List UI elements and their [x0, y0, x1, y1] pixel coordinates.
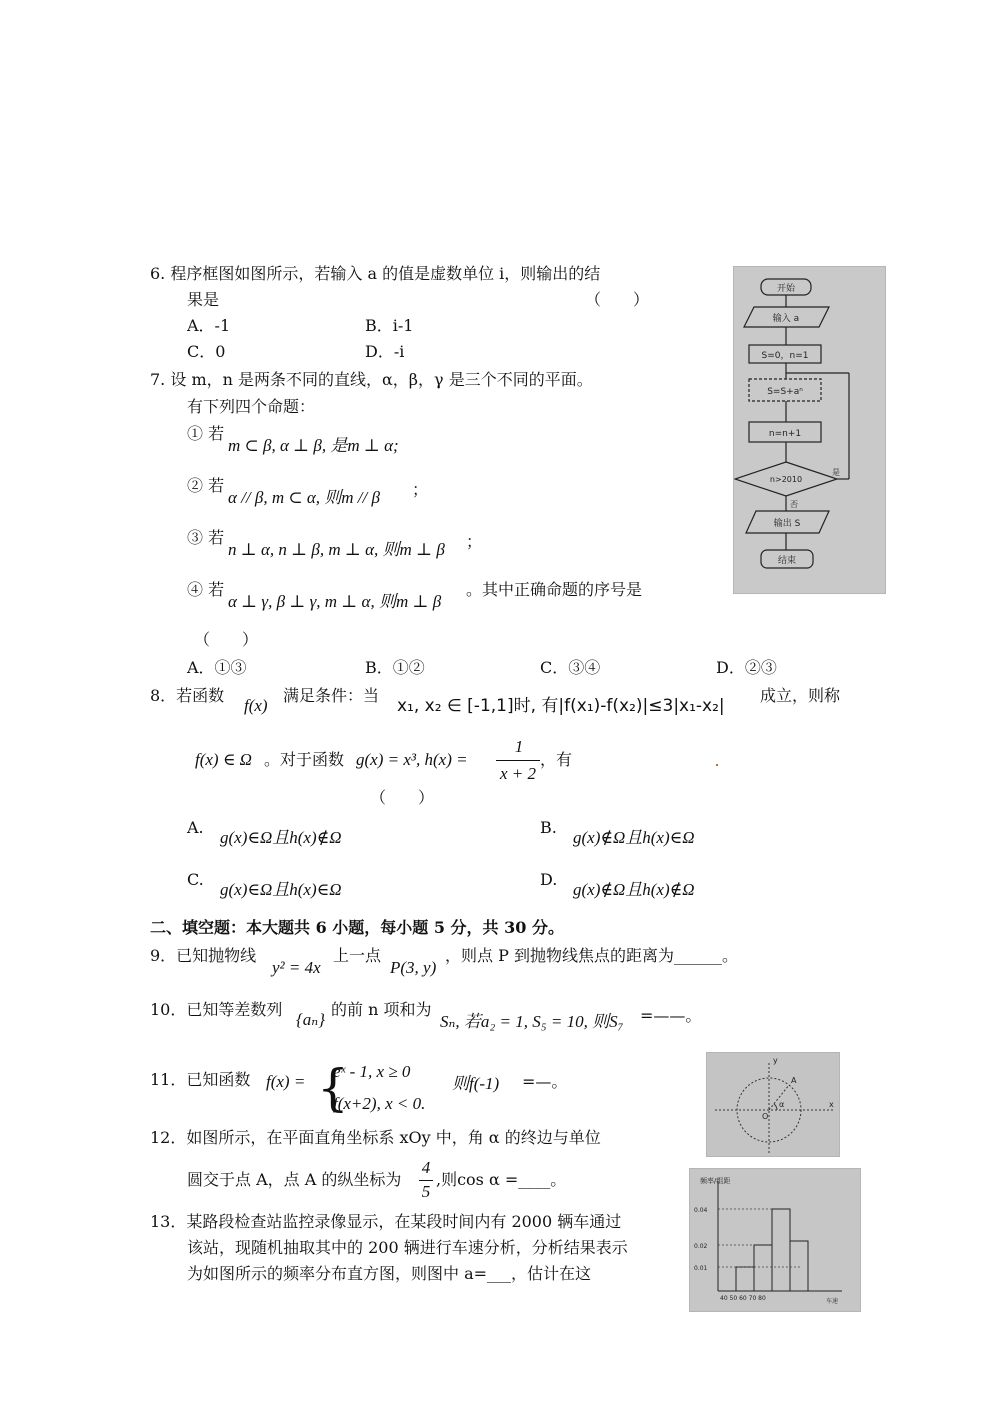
histogram-svg: [690, 1169, 860, 1311]
q8-option-a: g(x)∈Ω且h(x)∉Ω: [220, 828, 342, 847]
q9-parabola: y² = 4x: [272, 958, 321, 977]
histogram-tick-1: 0.04: [694, 1207, 708, 1214]
unit-circle-point-a: A: [791, 1076, 797, 1085]
histogram-bar-2: [754, 1245, 772, 1291]
q7-stem-line2: 有下列四个命题：: [187, 397, 316, 416]
q8-answer-paren: （ ）: [370, 788, 435, 807]
q8-option-a-label: A.: [187, 818, 204, 837]
histogram-x-ticks: 40 50 60 70 80: [720, 1295, 766, 1302]
histogram-figure: [689, 1168, 861, 1312]
section-2-heading: 二、填空题：本大题共 6 小题，每小题 5 分，共 30 分。: [150, 918, 564, 937]
stray-dot: [716, 764, 718, 766]
flow-start-label: 开始: [776, 284, 796, 294]
q12-stem-line1: 12．如图所示，在平面直角坐标系 xOy 中，角 α 的终边与单位: [150, 1128, 601, 1147]
q8-cond-math: x₁, x₂ ∈ [-1,1]时, 有|f(x₁)-f(x₂)|≤3|x₁-x₂|: [397, 696, 725, 716]
q9-stem-mid: 上一点: [333, 946, 382, 965]
q8-stem-start: 8．若函数: [150, 686, 225, 705]
q9-point: P(3, y): [390, 958, 437, 977]
q12-stem-line2: 圆交于点 A，点 A 的纵坐标为: [187, 1170, 402, 1189]
q8-option-d-label: D.: [540, 870, 558, 889]
q7-answer-paren: （ ）: [194, 630, 259, 649]
q10-condition: Sₙ, 若a₂ = 1, S₅ = 10, 则S₇: [440, 1012, 624, 1031]
histogram-y-label: 频率/组距: [700, 1177, 731, 1185]
q7-prop3-end: ；: [466, 532, 483, 551]
flow-output-label: 输出 S: [773, 519, 801, 529]
q7-prop2-math: α // β, m ⊂ α, 则m // β: [228, 488, 380, 507]
q7-option-b: B．①②: [365, 658, 425, 677]
q7-option-a: A．①③: [187, 658, 247, 677]
q10-stem-start: 10．已知等差数列: [150, 1000, 283, 1019]
unit-circle-svg: [707, 1053, 839, 1156]
histogram-tick-2: 0.02: [694, 1243, 708, 1250]
q8-for-function: 。对于函数: [264, 750, 345, 769]
q12-frac-bar: [419, 1180, 433, 1181]
q7-prop4-label: ④ 若: [187, 580, 225, 599]
q8-frac-den: x + 2: [499, 764, 537, 783]
q10-sequence: {aₙ}: [296, 1010, 325, 1029]
q8-frac-bar: [496, 760, 540, 761]
q11-brace: {: [317, 1059, 349, 1117]
q11-case1: eˣ - 1, x ≥ 0: [333, 1062, 411, 1081]
q8-has: ，有: [540, 750, 573, 769]
q8-fx: f(x): [244, 696, 268, 715]
flow-init-label: S=0，n=1: [761, 351, 809, 361]
q7-option-d: D．②③: [716, 658, 777, 677]
flow-cond-label: n>2010: [769, 475, 803, 484]
q11-case2: f(x+2), x < 0.: [333, 1094, 426, 1113]
q7-option-c: C．③④: [540, 658, 601, 677]
q12-frac-num: 4: [421, 1158, 431, 1177]
q8-functions: g(x) = x³, h(x) =: [356, 750, 468, 769]
flow-no-label: 否: [790, 500, 798, 509]
unit-circle-alpha: α: [779, 1100, 785, 1109]
q8-option-c-label: C.: [187, 870, 204, 889]
histogram-bar-1: [736, 1267, 754, 1291]
q6-option-c: C．0: [187, 342, 226, 361]
q13-stem-line2: 该站，现随机抽取其中的 200 辆进行车速分析，分析结果表示: [187, 1238, 628, 1257]
q7-prop1-math: m ⊂ β, α ⊥ β, 是m ⊥ α;: [228, 436, 399, 455]
flow-input-label: 输入 a: [772, 314, 800, 324]
histogram-tick-3: 0.01: [694, 1265, 708, 1272]
q7-prop4-math: α ⊥ γ, β ⊥ γ, m ⊥ α, 则m ⊥ β: [228, 592, 442, 611]
q11-stem-start: 11．已知函数: [150, 1070, 251, 1089]
histogram-bar-3: [772, 1209, 790, 1291]
flow-end-label: 结束: [777, 556, 797, 566]
q13-stem-line3: 为如图所示的频率分布直方图，则图中 a=___，估计在这: [187, 1264, 592, 1283]
flow-incr-label: n=n+1: [768, 429, 802, 439]
q7-prop1-label: ① 若: [187, 424, 225, 443]
q12-stem-end: ,则cos α =____。: [436, 1170, 567, 1189]
unit-circle-y-label: y: [773, 1056, 778, 1065]
flow-assign-label: S=S+aⁿ: [767, 387, 803, 397]
q8-option-d: g(x)∉Ω且h(x)∉Ω: [573, 880, 695, 899]
q8-option-c: g(x)∈Ω且h(x)∈Ω: [220, 880, 342, 899]
q8-option-b-label: B.: [540, 818, 557, 837]
flowchart-figure: [733, 266, 886, 594]
q8-stem-end: 成立，则称: [760, 686, 841, 705]
q13-stem-line1: 13．某路段检查站监控录像显示，在某段时间内有 2000 辆车通过: [150, 1212, 622, 1231]
q11-blank: =—。: [522, 1072, 568, 1091]
q8-f-in-omega: f(x) ∈ Ω: [195, 750, 252, 769]
q9-stem-start: 9．已知抛物线: [150, 946, 257, 965]
flowchart-svg: [734, 267, 885, 593]
q10-blank: =——。: [640, 1006, 702, 1025]
q7-prop3-label: ③ 若: [187, 528, 225, 547]
unit-circle-origin-label: O: [762, 1112, 769, 1121]
flow-yes-label: 是: [832, 468, 840, 477]
q7-prop3-math: n ⊥ α, n ⊥ β, m ⊥ α, 则m ⊥ β: [228, 540, 445, 559]
q7-prop4-end: 。其中正确命题的序号是: [466, 580, 643, 599]
unit-circle-figure: [706, 1052, 840, 1157]
histogram-x-label: 车速: [826, 1298, 839, 1305]
q6-option-b: B．i-1: [365, 316, 414, 335]
q11-fx: f(x) =: [266, 1072, 306, 1091]
q6-stem-line2: 果是: [187, 290, 220, 309]
q6-stem-line1: 6. 程序框图如图所示，若输入 a 的值是虚数单位 i，则输出的结: [150, 264, 601, 283]
q6-option-a: A．-1: [187, 316, 231, 335]
histogram-bar-4: [790, 1241, 808, 1291]
q7-prop2-label: ② 若: [187, 476, 225, 495]
q7-stem-line1: 7. 设 m，n 是两条不同的直线，α，β，γ 是三个不同的平面。: [150, 370, 593, 389]
q10-stem-mid: 的前 n 项和为: [331, 1000, 432, 1019]
q11-then: 则f(-1): [452, 1074, 500, 1093]
q6-option-d: D．-i: [365, 342, 405, 361]
q8-stem-cond: 满足条件：当: [283, 686, 380, 705]
q8-frac-num: 1: [514, 737, 524, 756]
unit-circle-x-label: x: [829, 1100, 834, 1109]
q12-frac-den: 5: [421, 1182, 431, 1201]
q7-prop2-end: ；: [412, 480, 429, 499]
q9-stem-end: ，则点 P 到抛物线焦点的距离为______。: [445, 946, 738, 965]
q6-answer-paren: （ ）: [585, 290, 650, 309]
q8-option-b: g(x)∉Ω且h(x)∈Ω: [573, 828, 695, 847]
